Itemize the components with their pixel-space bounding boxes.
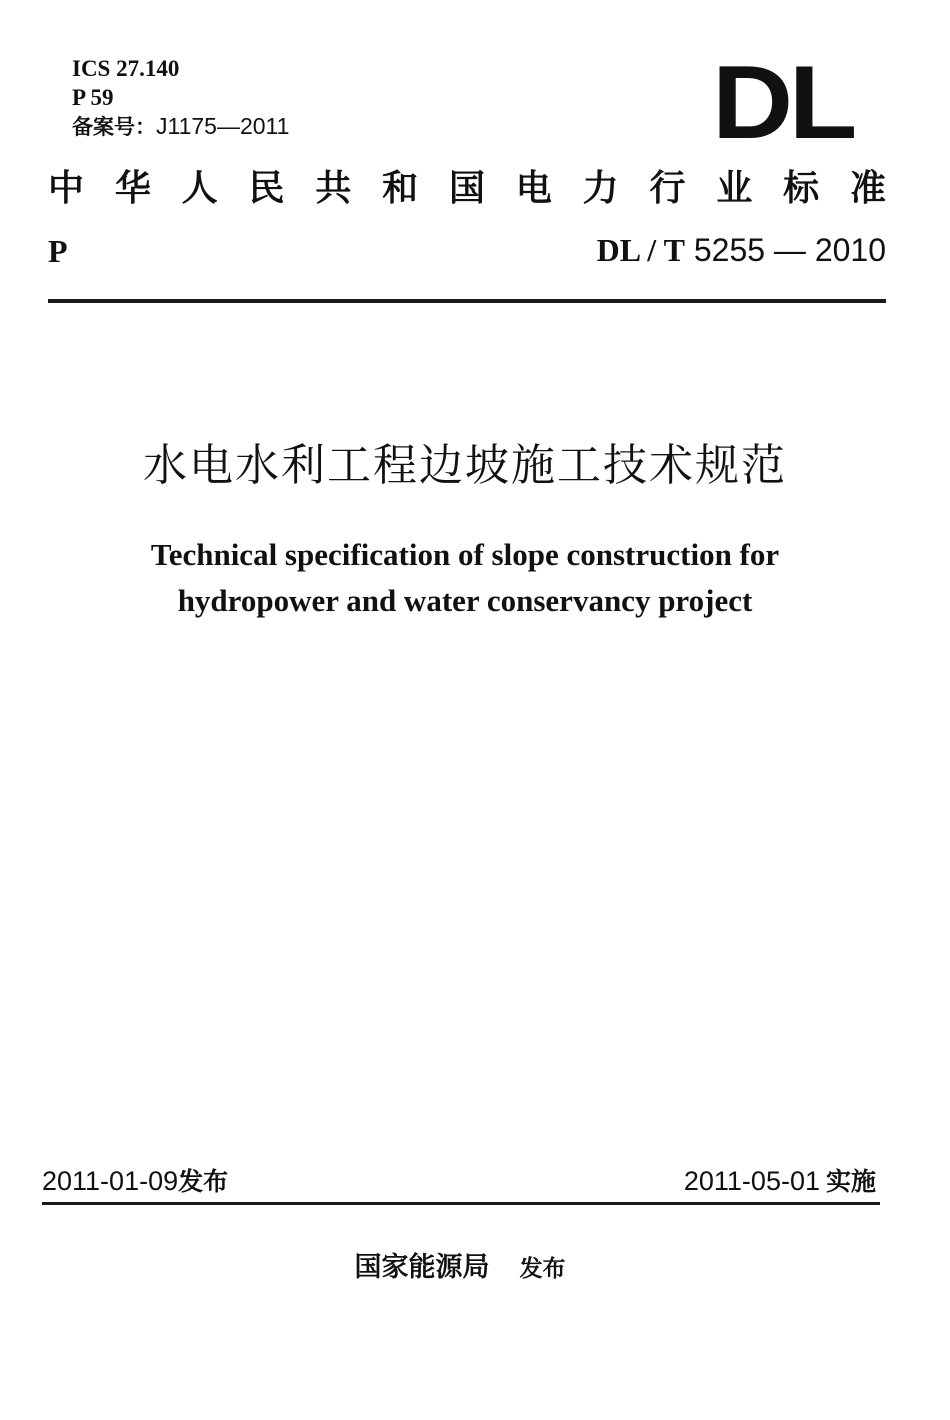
industry-char: 人 — [181, 167, 218, 209]
industry-char: 力 — [582, 167, 619, 209]
category-letter: P — [48, 233, 68, 269]
ccs-code: P 59 — [72, 85, 114, 110]
bottom-divider — [42, 1202, 880, 1205]
industry-char: 行 — [649, 167, 686, 209]
standard-year: 5255 — 2010 — [693, 232, 886, 268]
standard-number — [597, 230, 886, 270]
industry-char: 和 — [382, 167, 419, 209]
industry-char: 中 — [48, 167, 85, 209]
publisher-name: 国家能源局 — [354, 1252, 490, 1283]
standard-code: DL / T — [596, 232, 685, 268]
industry-char: 民 — [248, 167, 285, 209]
industry-char: 共 — [315, 167, 352, 209]
industry-char: 电 — [515, 167, 552, 209]
industry-char: 华 — [114, 167, 151, 209]
dl-logo: DL — [712, 45, 854, 161]
industry-standard-heading — [48, 166, 886, 210]
ics-code: ICS 27.140 — [72, 56, 180, 81]
title-english-line: hydropower and water conservancy project — [177, 583, 753, 618]
industry-char: 准 — [849, 167, 886, 209]
document-metadata — [72, 54, 289, 142]
implementation-date: 2011-05-01 实施 — [683, 1166, 876, 1196]
industry-char: 业 — [716, 167, 753, 209]
industry-char: 国 — [448, 167, 485, 209]
title-chinese: 水电水利工程边坡施工技术规范 — [143, 440, 787, 491]
publisher-verb: 发布 — [519, 1256, 566, 1282]
issue-date: 2011-01-09发布 — [42, 1166, 229, 1196]
record-number: 备案号：J1175—2011 — [72, 113, 290, 139]
industry-char: 标 — [783, 167, 820, 209]
publisher — [0, 1250, 920, 1287]
title-english — [0, 532, 930, 624]
top-divider — [48, 299, 886, 303]
title-english-line: Technical specification of slope construction for — [150, 537, 780, 572]
